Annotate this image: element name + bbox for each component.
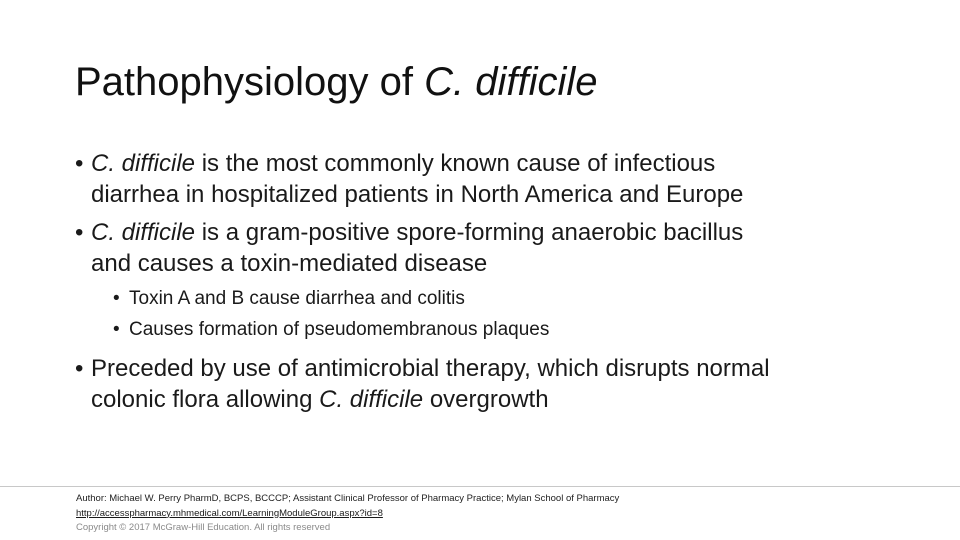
bullet-list: [75, 148, 935, 422]
sub-bullet-text: Causes formation of pseudomembranous plaques: [129, 319, 550, 340]
sub-bullet-list: [75, 283, 935, 345]
bullet-text: overgrowth: [423, 386, 549, 413]
sub-bullet-item: [75, 283, 935, 314]
bullet-dot: •: [75, 355, 84, 382]
bullet-text: is the most commonly known cause of infectious: [195, 150, 716, 177]
bullet-text: and causes a toxin-mediated disease: [91, 250, 488, 277]
bullet-item: [75, 353, 935, 415]
bullet-line: [91, 217, 935, 248]
bullet-text: is a gram-positive spore-forming anaerobic bacillus: [195, 219, 744, 246]
organism-name: C. difficile: [91, 219, 196, 246]
bullet-line: [91, 248, 935, 279]
footer-copyright: Copyright © 2017 McGraw-Hill Education. All rights reserved: [76, 522, 331, 533]
bullet-item: [75, 148, 935, 210]
organism-name: C. difficile: [91, 150, 196, 177]
footer-author: Author: Michael W. Perry PharmD, BCPS, BCCCP; Assistant Clinical Professor of Pharmacy Practice; Mylan School of Pharmacy: [76, 493, 620, 504]
bullet-dot: •: [75, 150, 84, 177]
bullet-text: Preceded by use of antimicrobial therapy, which disrupts normal: [91, 355, 770, 382]
slide-title: [75, 58, 598, 106]
footer-source-link[interactable]: http://accesspharmacy.mhmedical.com/LearningModuleGroup.aspx?id=8: [76, 507, 383, 519]
organism-name: C. difficile: [319, 386, 424, 413]
bullet-dot: •: [113, 288, 120, 309]
footer: [76, 492, 619, 536]
footer-divider: [0, 486, 960, 487]
bullet-text: diarrhea in hospitalized patients in North America and Europe: [91, 181, 744, 208]
bullet-text: colonic flora allowing: [91, 386, 320, 413]
sub-bullet-item: [75, 314, 935, 345]
bullet-dot: •: [113, 319, 120, 340]
sub-bullet-text: Toxin A and B cause diarrhea and colitis: [129, 288, 465, 309]
bullet-item: [75, 217, 935, 279]
title-text: Pathophysiology of: [75, 60, 425, 104]
bullet-line: [91, 148, 935, 179]
bullet-line: [91, 353, 935, 384]
title-organism: C. difficile: [424, 60, 598, 104]
bullet-line: [91, 179, 935, 210]
bullet-dot: •: [75, 219, 84, 246]
bullet-line: [91, 384, 935, 415]
